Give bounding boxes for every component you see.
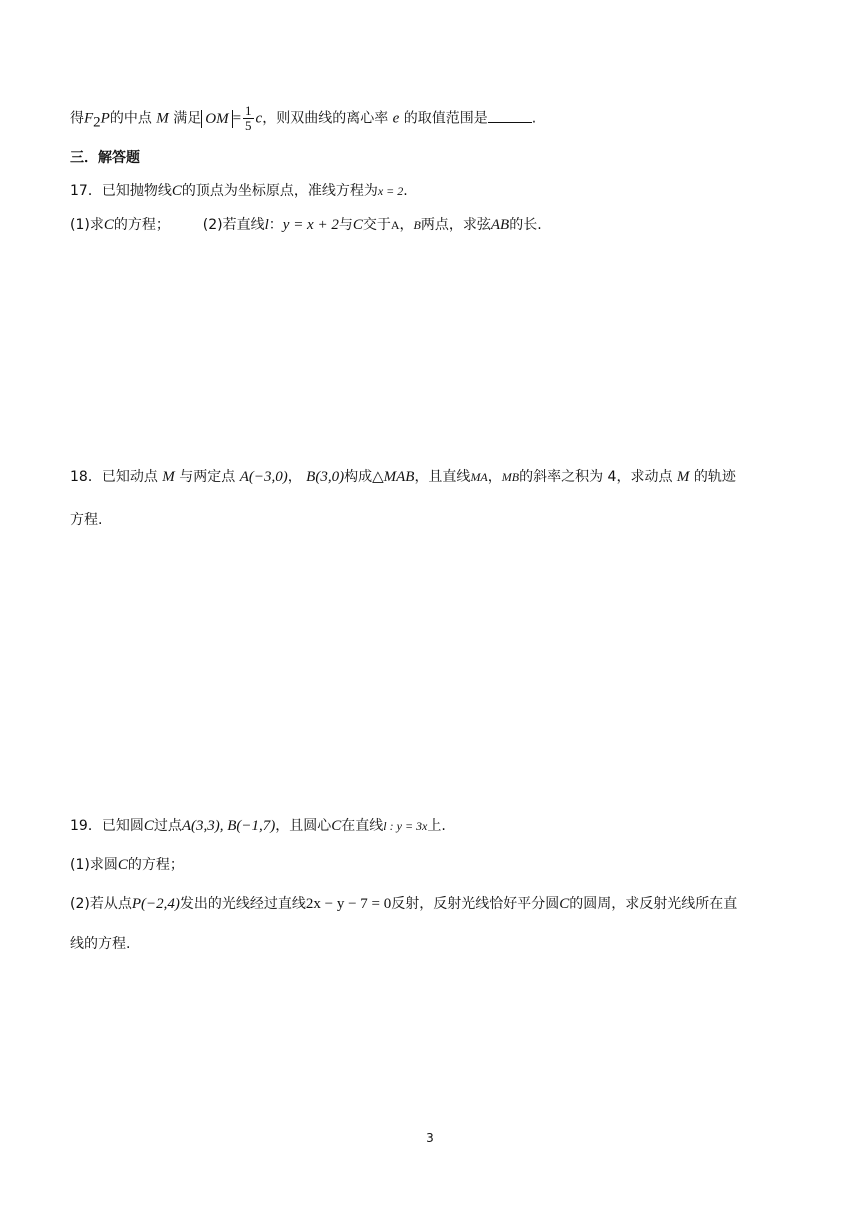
q19-part1 <box>70 855 184 875</box>
math-abs-OM: OM <box>201 110 232 128</box>
math-B: B <box>413 218 421 232</box>
text: 的圆周，求反射光线所在直 <box>569 896 738 912</box>
text: 两点，求弦 <box>420 217 491 233</box>
math-C: C <box>331 818 342 834</box>
text: ，且圆心 <box>275 818 332 834</box>
text: 的方程； <box>127 857 184 873</box>
text: 的长. <box>509 217 542 233</box>
text: 在直线 <box>341 818 384 834</box>
math-M: M <box>162 469 175 485</box>
q17-parts <box>70 215 542 235</box>
fraction-one-fifth <box>243 104 254 133</box>
text: 过点 <box>153 818 182 834</box>
text: 的斜率之积为 4，求动点 <box>519 469 673 485</box>
math-MA: MA <box>470 470 488 484</box>
math-eq: = <box>232 110 242 127</box>
answer-blank[interactable] <box>488 108 532 123</box>
math-P: P <box>100 110 110 127</box>
math-directrix: x = 2 <box>377 184 404 198</box>
math-line-l: l : y = 3x <box>383 819 428 833</box>
math-point-A: A(−3,0) <box>239 469 288 485</box>
text: . <box>403 183 408 199</box>
math-M: M <box>156 110 169 127</box>
text: ， <box>399 217 414 233</box>
text: 上. <box>427 818 446 834</box>
math-line-eq: y = x + 2 <box>282 217 339 233</box>
text: ，则双曲线的离心率 <box>262 110 389 127</box>
text: 发出的光线经过直线 <box>179 896 306 912</box>
text: 18．已知动点 <box>70 469 158 485</box>
text: 构成 <box>344 469 373 485</box>
math-C: C <box>103 217 114 233</box>
frac-den: 5 <box>245 118 252 133</box>
text: 19．已知圆 <box>70 818 144 834</box>
text: 的方程； <box>113 217 170 233</box>
math-F: F <box>84 110 94 127</box>
math-point-B: B(3,0) <box>306 469 345 485</box>
text: 反射，反射光线恰好平分圆 <box>391 896 560 912</box>
math-e: e <box>392 110 400 127</box>
text: ： <box>268 217 283 233</box>
text: 得 <box>70 110 84 127</box>
page-number: 3 <box>426 1131 434 1145</box>
math-AB: AB <box>490 217 510 233</box>
q19-part2 <box>70 894 737 914</box>
text: 与 <box>338 217 353 233</box>
math-C: C <box>117 857 128 873</box>
frac-num: 1 <box>245 103 252 118</box>
math-C: C <box>352 217 363 233</box>
text: . <box>531 110 537 127</box>
text: (1)求圆 <box>70 857 118 873</box>
math-M: M <box>676 469 690 485</box>
text: 交于 <box>362 217 391 233</box>
math-sub-2: 2 <box>93 114 101 131</box>
q19-stem <box>70 816 446 836</box>
q18-stem <box>70 467 736 487</box>
math-C: C <box>171 183 182 199</box>
text: 满足 <box>173 110 202 127</box>
q18-line2: 方程. <box>70 512 103 528</box>
math-mirror-line: 2x − y − 7 = 0 <box>305 896 392 912</box>
text: 的轨迹 <box>693 469 736 485</box>
math-MB: MB <box>501 470 520 484</box>
q16-tail-line <box>70 104 536 133</box>
text: ， <box>287 469 302 485</box>
text: ，且直线 <box>414 469 471 485</box>
text: (2)若直线 <box>202 217 265 233</box>
math-c: c <box>255 110 263 127</box>
text: 与两定点 <box>179 469 236 485</box>
text: (1)求 <box>70 217 104 233</box>
math-C: C <box>559 896 570 912</box>
text: 的取值范围是 <box>403 110 488 127</box>
q19-part2-line2: 线的方程. <box>70 936 131 952</box>
math-A: A <box>390 218 400 232</box>
math-point-P: P(−2,4) <box>131 896 180 912</box>
text: 的中点 <box>109 110 152 127</box>
math-triangle-MAB: △MAB <box>372 469 415 485</box>
section-title: 三．解答题 <box>70 150 140 166</box>
math-points-AB: A(3,3), B(−1,7) <box>181 818 276 834</box>
text: 17．已知抛物线 <box>70 183 172 199</box>
text: (2)若从点 <box>70 896 132 912</box>
math-l: l <box>264 217 269 233</box>
math-C: C <box>143 818 154 834</box>
text: 的顶点为坐标原点，准线方程为 <box>181 183 378 199</box>
q17-stem <box>70 181 408 201</box>
text: ， <box>487 469 502 485</box>
